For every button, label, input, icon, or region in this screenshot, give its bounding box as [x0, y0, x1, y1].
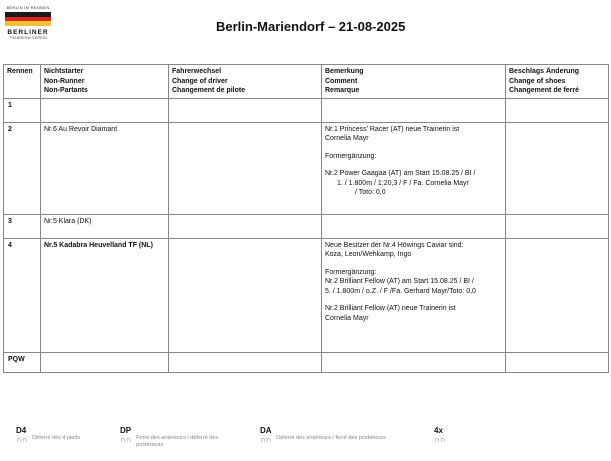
changes-table	[3, 64, 609, 373]
table-row	[4, 238, 609, 352]
remark-cell	[322, 122, 506, 214]
logo-tagline: BERLIN IM RENNEN	[6, 5, 50, 10]
legend-code: 4x	[434, 426, 443, 435]
legend-description	[136, 435, 218, 449]
logo-name: BERLINER	[7, 29, 49, 36]
driver-cell	[169, 122, 322, 214]
shoes-cell	[506, 352, 609, 372]
remark-paragraph	[325, 152, 502, 162]
remark-paragraph	[325, 169, 502, 198]
table-row	[4, 352, 609, 372]
race-number: 2	[4, 122, 41, 214]
driver-cell	[169, 352, 322, 372]
logo-subtitle: TRABRENN-VEREIN	[9, 36, 47, 40]
legend-item-d4	[16, 426, 80, 444]
legend-description	[276, 435, 386, 442]
remark-cell	[322, 98, 506, 122]
remark-line: Cornelia Mayr	[325, 314, 369, 322]
race-number: PQW	[4, 352, 41, 372]
header-nonstarter-fr: Non-Partants	[44, 87, 88, 94]
race-number: 1	[4, 98, 41, 122]
legend-code: DA	[260, 426, 272, 435]
nonstarter-cell	[41, 352, 169, 372]
driver-cell	[169, 214, 322, 238]
remark-line: Nr.2 Brilliant Fellow (AT) neue Trainerin ist	[325, 305, 456, 312]
header-nonstarter-en: Non-Runner	[44, 77, 85, 85]
header-remark	[322, 65, 506, 99]
logo-flag-gold	[5, 21, 51, 26]
header-shoes-en: Change of shoes	[509, 77, 566, 85]
horseshoe-icon: ∩∩	[434, 435, 446, 444]
remark-line: Nr.1 Princess’ Racer (AT) neue Trainerin ist	[325, 125, 460, 133]
remark-line: Nr.2 Power Gaagaa (AT) am Start 15.08.25 / BI /	[325, 170, 476, 177]
nonstarter-cell: Nr.6 Au Revoir Diamant	[41, 122, 169, 214]
remark-cell	[322, 352, 506, 372]
shoes-cell	[506, 122, 609, 214]
header-nonstarter-de: Nichtstarter	[44, 68, 84, 75]
remark-line: Cornelia Mayr	[325, 135, 369, 142]
legend-code: D4	[16, 426, 27, 435]
legend-description-line: Ferré des antérieurs / déferré des	[136, 435, 219, 441]
remark-paragraph	[325, 241, 502, 260]
remark-line: 5. / 1.800m / o.Z. / F /Fa. Gerhard Mayr/Toto: 0,0	[325, 287, 476, 295]
horseshoe-icon: ∩∩	[120, 435, 132, 444]
remark-line: Formergänzung:	[325, 152, 377, 160]
shoes-cell	[506, 214, 609, 238]
legend-item-4x	[434, 426, 449, 444]
logo-flag	[5, 12, 51, 26]
remark-paragraph	[325, 268, 502, 297]
header-remark-de: Bemerkung	[325, 68, 364, 75]
page-title: Berlin-Mariendorf – 21-08-2025	[216, 19, 406, 34]
remark-cell	[322, 238, 506, 352]
header-shoes-de: Beschlags Änderung	[509, 68, 580, 75]
header-row	[4, 65, 609, 99]
race-number: 3	[4, 214, 41, 238]
remark-cell	[322, 214, 506, 238]
table-row	[4, 98, 609, 122]
horseshoe-icon: ∩∩	[16, 435, 28, 444]
remark-line: 1. / 1.800m / 1:20,3 / F / Fa. Cornelia Mayr	[337, 179, 469, 187]
header-nonstarter	[41, 65, 169, 99]
legend-description-line: postérieurs	[136, 442, 164, 448]
remark-line: Neue Besitzer der Nr.4 Höwings Caviar sind:	[325, 241, 464, 249]
legend-code: DP	[120, 426, 132, 435]
header-remark-fr: Remarque	[325, 87, 360, 94]
header-driver	[169, 65, 322, 99]
legend-item-dp	[120, 426, 218, 449]
remark-paragraph	[325, 125, 502, 144]
driver-cell	[169, 98, 322, 122]
remark-line: / Toto: 0,0	[355, 189, 386, 196]
nonstarter-cell: Nr.5 Klara (DK)	[41, 214, 169, 238]
table-row	[4, 214, 609, 238]
header-driver-de: Fahrerwechsel	[172, 68, 222, 75]
remark-line: Nr.2 Brilliant Fellow (AT) am Start 15.08.25 / BI /	[325, 278, 474, 285]
shoes-cell	[506, 238, 609, 352]
header-driver-fr: Changement de pilote	[172, 87, 246, 94]
berliner-trabrenn-verein-logo	[5, 5, 51, 55]
nonstarter-cell: Nr.5 Kadabra Heuvelland TF (NL)	[41, 238, 169, 352]
legend-description	[32, 435, 80, 442]
header-remark-en: Comment	[325, 77, 358, 85]
remark-line: Koza, Leon/Wehkamp, Ingo	[325, 251, 412, 258]
header-race	[4, 65, 41, 99]
header-race-label: Rennen	[7, 68, 33, 75]
shoes-cell	[506, 98, 609, 122]
remark-paragraph	[325, 304, 502, 323]
legend-description-line: Déferré des 4 pieds	[32, 435, 81, 441]
header-shoes	[506, 65, 609, 99]
race-number: 4	[4, 238, 41, 352]
nonstarter-cell	[41, 98, 169, 122]
table-row	[4, 122, 609, 214]
legend-item-da	[260, 426, 386, 444]
horseshoe-icon: ∩∩	[260, 435, 272, 444]
remark-line: Formergänzung:	[325, 268, 377, 276]
legend-description-line: Déferré des antérieurs / ferré des postérieurs	[276, 435, 386, 441]
driver-cell	[169, 238, 322, 352]
header-driver-en: Change of driver	[172, 77, 228, 85]
header-shoes-fr: Changement de ferré	[509, 87, 580, 94]
